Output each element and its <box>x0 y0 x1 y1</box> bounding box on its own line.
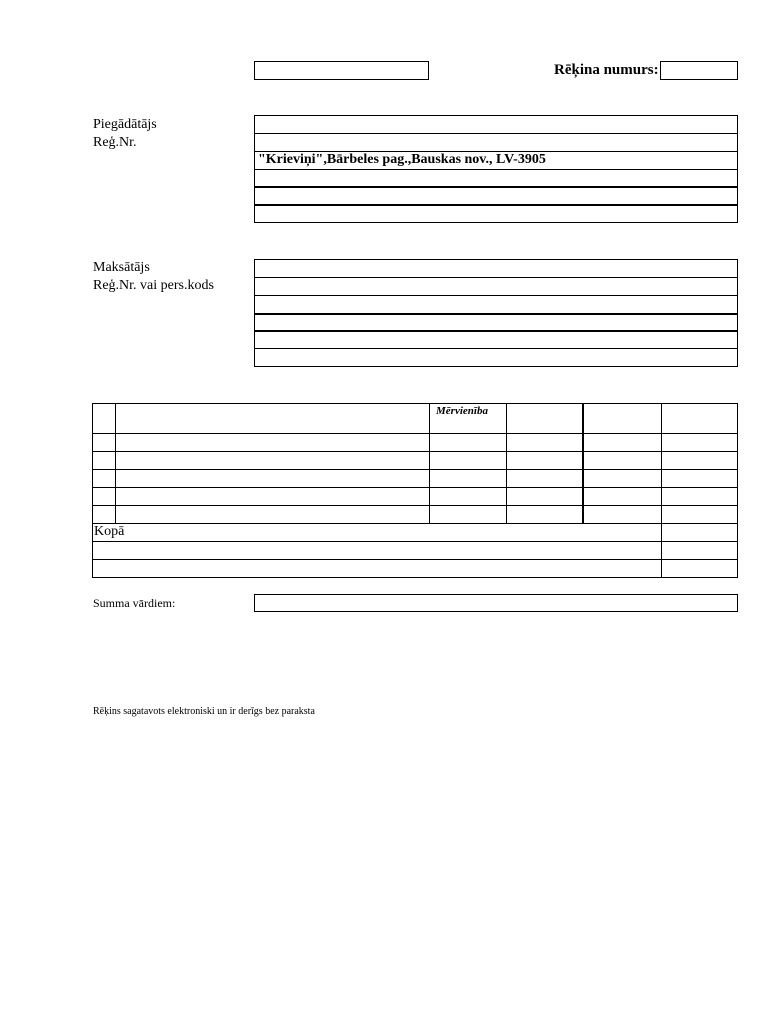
supplier-address: "Krieviņi",Bārbeles pag.,Bauskas nov., LV-3905 <box>258 152 546 167</box>
supplier-reg-label: Reģ.Nr. <box>93 135 137 150</box>
supplier-box <box>254 115 738 223</box>
items-table <box>92 403 738 578</box>
invoice-number-field <box>660 61 738 80</box>
invoice-number-label: Rēķina numurs: <box>554 62 659 78</box>
supplier-label: Piegādātājs <box>93 117 157 132</box>
sum-in-words-label: Summa vārdiem: <box>93 596 176 610</box>
date-field <box>254 61 429 80</box>
payer-reg-label: Reģ.Nr. vai pers.kods <box>93 278 214 293</box>
payer-box <box>254 259 738 367</box>
total-label: Kopā <box>94 524 125 539</box>
payer-label: Maksātājs <box>93 260 150 275</box>
header-unit: Mērvienība <box>436 405 488 417</box>
footer-note: Rēķins sagatavots elektroniski un ir derīgs bez paraksta <box>93 706 315 717</box>
sum-in-words-field <box>254 594 738 612</box>
